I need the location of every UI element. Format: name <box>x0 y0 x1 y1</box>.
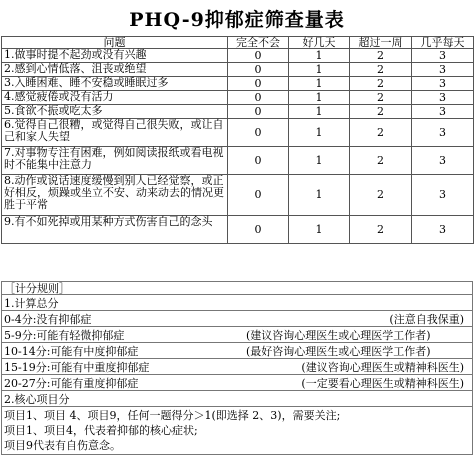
section-total-score <box>1 295 473 311</box>
score-cell[interactable]: 2 <box>350 63 412 77</box>
section-core-items <box>1 391 473 407</box>
score-level-row <box>1 375 473 391</box>
score-level-advice: (最好咨询心理医生或心理医学工作者) <box>246 344 431 358</box>
header-question: 问题 <box>2 37 228 49</box>
score-cell[interactable]: 0 <box>228 63 289 77</box>
score-cell[interactable]: 0 <box>228 77 289 91</box>
score-cell[interactable]: 3 <box>412 105 474 119</box>
question-text: 5.食欲不振或吃太多 <box>2 105 228 119</box>
score-cell[interactable]: 0 <box>228 216 289 244</box>
score-cell[interactable]: 3 <box>412 175 474 216</box>
score-cell[interactable]: 3 <box>412 216 474 244</box>
score-cell[interactable]: 2 <box>350 147 412 175</box>
table-row <box>2 175 474 216</box>
score-cell[interactable]: 1 <box>289 105 350 119</box>
question-text: 1.做事时提不起劲或没有兴趣 <box>2 49 228 63</box>
score-cell[interactable]: 2 <box>350 49 412 63</box>
table-header-row <box>2 37 474 49</box>
score-cell[interactable]: 1 <box>289 77 350 91</box>
score-cell[interactable]: 3 <box>412 91 474 105</box>
score-cell[interactable]: 3 <box>412 77 474 91</box>
score-cell[interactable]: 2 <box>350 175 412 216</box>
score-cell[interactable]: 1 <box>289 91 350 105</box>
score-cell[interactable]: 2 <box>350 91 412 105</box>
score-level-range: 5-9分:可能有轻微抑郁症 <box>4 328 125 342</box>
score-level-range: 20-27分:可能有重度抑郁症 <box>4 376 139 390</box>
page-title: PHQ-9抑郁症筛查量表 <box>129 8 345 31</box>
rules-header-text: ［计分规则］ <box>4 282 70 295</box>
header-more-than-week: 超过一周 <box>350 37 412 49</box>
rules-header <box>1 281 473 295</box>
score-level-advice: (注意自我保重) <box>389 312 464 326</box>
score-cell[interactable]: 0 <box>228 49 289 63</box>
score-level-advice: (建议咨询心理医生或心理医学工作者) <box>246 328 431 342</box>
score-cell[interactable]: 0 <box>228 147 289 175</box>
core-item-notes <box>1 407 473 455</box>
score-cell[interactable]: 0 <box>228 175 289 216</box>
score-level-row <box>1 359 473 375</box>
score-cell[interactable]: 1 <box>289 119 350 147</box>
score-level-range: 15-19分:可能有中重度抑郁症 <box>4 360 150 374</box>
table-row <box>2 49 474 63</box>
section-core-items-text: 2.核心项目分 <box>4 392 70 406</box>
table-row <box>2 216 474 244</box>
score-cell[interactable]: 0 <box>228 105 289 119</box>
score-cell[interactable]: 2 <box>350 119 412 147</box>
table-row <box>2 77 474 91</box>
score-level-row <box>1 343 473 359</box>
question-text: 6.觉得自己很糟，或觉得自己很失败，或让自己和家人失望 <box>2 119 228 147</box>
score-level-row <box>1 311 473 327</box>
header-nearly-every-day: 几乎每天 <box>412 37 474 49</box>
question-text: 9.有不如死掉或用某种方式伤害自己的念头 <box>2 216 228 244</box>
score-cell[interactable]: 3 <box>412 119 474 147</box>
question-text: 3.入睡困难、睡不安稳或睡眠过多 <box>2 77 228 91</box>
table-row <box>2 147 474 175</box>
score-cell[interactable]: 1 <box>289 216 350 244</box>
score-cell[interactable]: 2 <box>350 216 412 244</box>
score-cell[interactable]: 3 <box>412 147 474 175</box>
score-level-advice: (一定要看心理医生或精神科医生) <box>301 376 464 390</box>
score-cell[interactable]: 0 <box>228 91 289 105</box>
score-cell[interactable]: 2 <box>350 77 412 91</box>
header-not-at-all: 完全不会 <box>228 37 289 49</box>
score-cell[interactable]: 1 <box>289 147 350 175</box>
core-item-note: 项目9代表有自伤意念。 <box>4 439 121 452</box>
score-level-range: 10-14分:可能有中度抑郁症 <box>4 344 139 358</box>
table-row <box>2 105 474 119</box>
question-text: 7.对事物专注有困难，例如阅读报纸或看电视时不能集中注意力 <box>2 147 228 175</box>
score-cell[interactable]: 2 <box>350 105 412 119</box>
table-row <box>2 63 474 77</box>
section-total-score-text: 1.计算总分 <box>4 296 59 310</box>
score-level-range: 0-4分:没有抑郁症 <box>4 312 92 326</box>
phq9-table <box>1 36 474 244</box>
score-cell[interactable]: 1 <box>289 49 350 63</box>
question-text: 2.感到心情低落、沮丧或绝望 <box>2 63 228 77</box>
table-row <box>2 119 474 147</box>
score-cell[interactable]: 3 <box>412 49 474 63</box>
question-text: 4.感觉疲倦或没有活力 <box>2 91 228 105</box>
core-item-note: 项目1、项目4，代表着抑郁的核心症状; <box>4 424 198 437</box>
score-cell[interactable]: 1 <box>289 63 350 77</box>
question-text: 8.动作或说话速度缓慢到别人已经觉察，或正好相反，烦躁或坐立不安、动来动去的情况更胜于平常 <box>2 175 228 216</box>
score-cell[interactable]: 3 <box>412 63 474 77</box>
score-level-advice: (建议咨询心理医生或精神科医生) <box>301 360 464 374</box>
header-several-days: 好几天 <box>289 37 350 49</box>
score-cell[interactable]: 1 <box>289 175 350 216</box>
score-level-row <box>1 327 473 343</box>
core-item-note: 项目1、项目 4、项目9，任何一题得分＞1(即选择 2、3)，需要关注; <box>4 409 341 422</box>
table-row <box>2 91 474 105</box>
score-cell[interactable]: 0 <box>228 119 289 147</box>
scoring-rules <box>1 281 473 464</box>
